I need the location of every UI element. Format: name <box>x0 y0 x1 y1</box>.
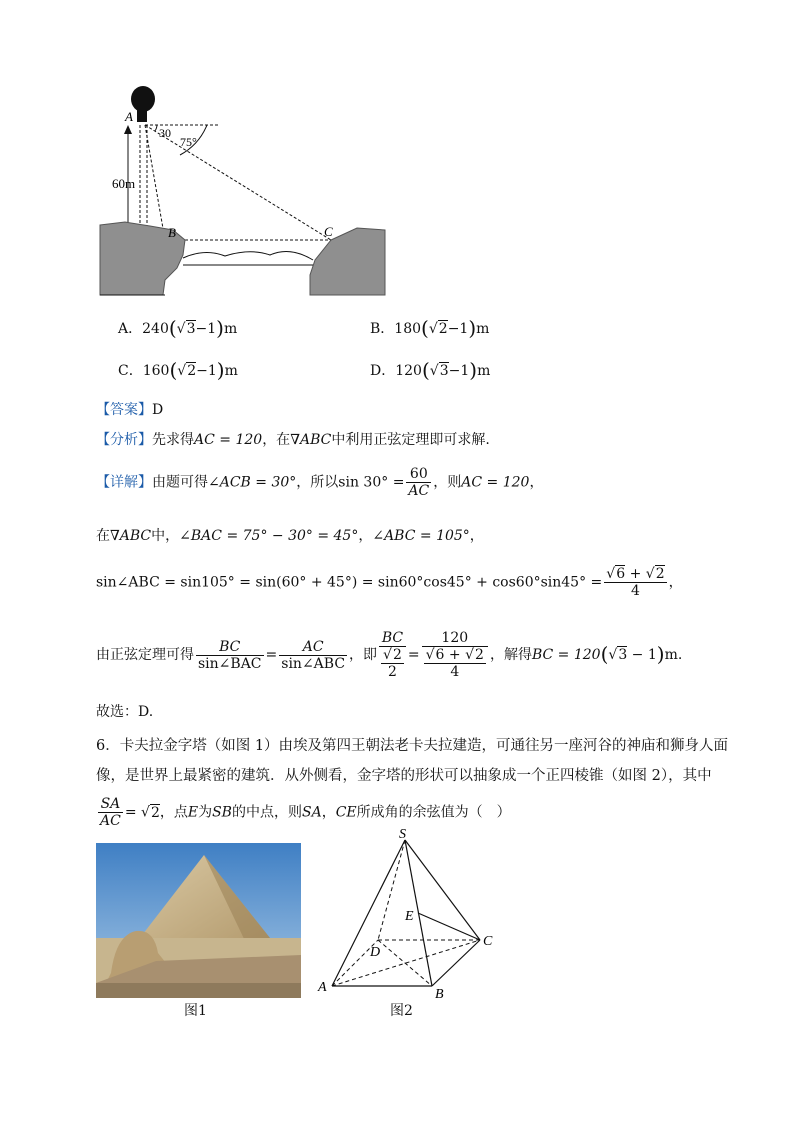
answer-value: D <box>152 402 164 418</box>
right-cliff <box>310 228 385 295</box>
label-C: C <box>324 224 333 239</box>
observer-body <box>137 110 147 122</box>
detail-line-1: 【详解】由题可得∠ACB = 30°，所以sin 30° = $\frac{60}{AC}$ ，则AC = 120， <box>96 466 544 499</box>
figure1-caption: 图1 <box>184 1003 207 1019</box>
option-b[interactable]: B．180(√2−1)m <box>370 316 490 340</box>
label-B: B <box>168 225 176 240</box>
question6-line1: 6．卡夫拉金字塔（如图 1）由埃及第四王朝法老卡夫拉建造，可通往另一座河谷的神庙和狮身人面 <box>96 738 729 754</box>
option-c[interactable]: C．160(√2−1)m <box>118 358 238 382</box>
detail-line-3: sin∠ABC = sin105° = sin(60° + 45°) = sin60°cos45° + cos60°sin45° = $\frac{√6 + √2}{4}$ ， <box>96 566 683 599</box>
question6-line3: $\frac{SA}{AC}$ = √2，点E为SB的中点，则SA，CE所成角的余弦值为（ ） <box>100 796 511 829</box>
pyr-label-D: D <box>370 945 381 960</box>
observer-head <box>131 86 155 112</box>
pyr-label-A: A <box>318 980 327 995</box>
question6-line2: 像，是世界上最紧密的建筑．从外侧看，金字塔的形状可以抽象成一个正四棱锥（如图 2），其中 <box>96 768 712 784</box>
conclusion-line: 故选：D. <box>96 704 154 720</box>
option-a[interactable]: A．240(√3−1)m <box>118 316 238 340</box>
square-pyramid-diagram <box>310 828 510 1000</box>
answer-tag: 【答案】 <box>96 402 152 418</box>
detail-line-4: 由正弦定理可得 $\frac{BC}{\text{sin∠BAC}}$ = $\frac{AC}{\text{sin∠ABC}}$ ，即 $\frac{BC}{\frac{√2}{2}}$ = $\frac{120}{\frac{√6 + √2}{4}}$ ，解得BC = 120(√3 − 1)m. <box>96 630 683 680</box>
label-A: A <box>125 109 133 124</box>
pyr-label-B: B <box>435 987 444 1000</box>
answer-line <box>96 400 163 420</box>
angle-75-label: 75° <box>180 135 197 149</box>
pyr-label-S: S <box>399 828 406 842</box>
figure2-caption: 图2 <box>390 1003 413 1019</box>
option-d[interactable]: D．120(√3−1)m <box>370 358 491 382</box>
height-label: 60m <box>112 176 136 191</box>
detail-line-2: 在∇ABC中，∠BAC = 75° − 30° = 45°，∠ABC = 105°， <box>96 528 484 544</box>
analysis-line: 【分析】先求得AC = 120，在∇ABC中利用正弦定理即可求解. <box>96 432 490 448</box>
pyr-label-E: E <box>405 909 414 924</box>
pyramid-photo <box>96 843 301 998</box>
depression-angle-diagram <box>95 80 395 302</box>
angle-30-label: 30 <box>159 126 171 140</box>
pyr-label-C: C <box>483 934 493 949</box>
